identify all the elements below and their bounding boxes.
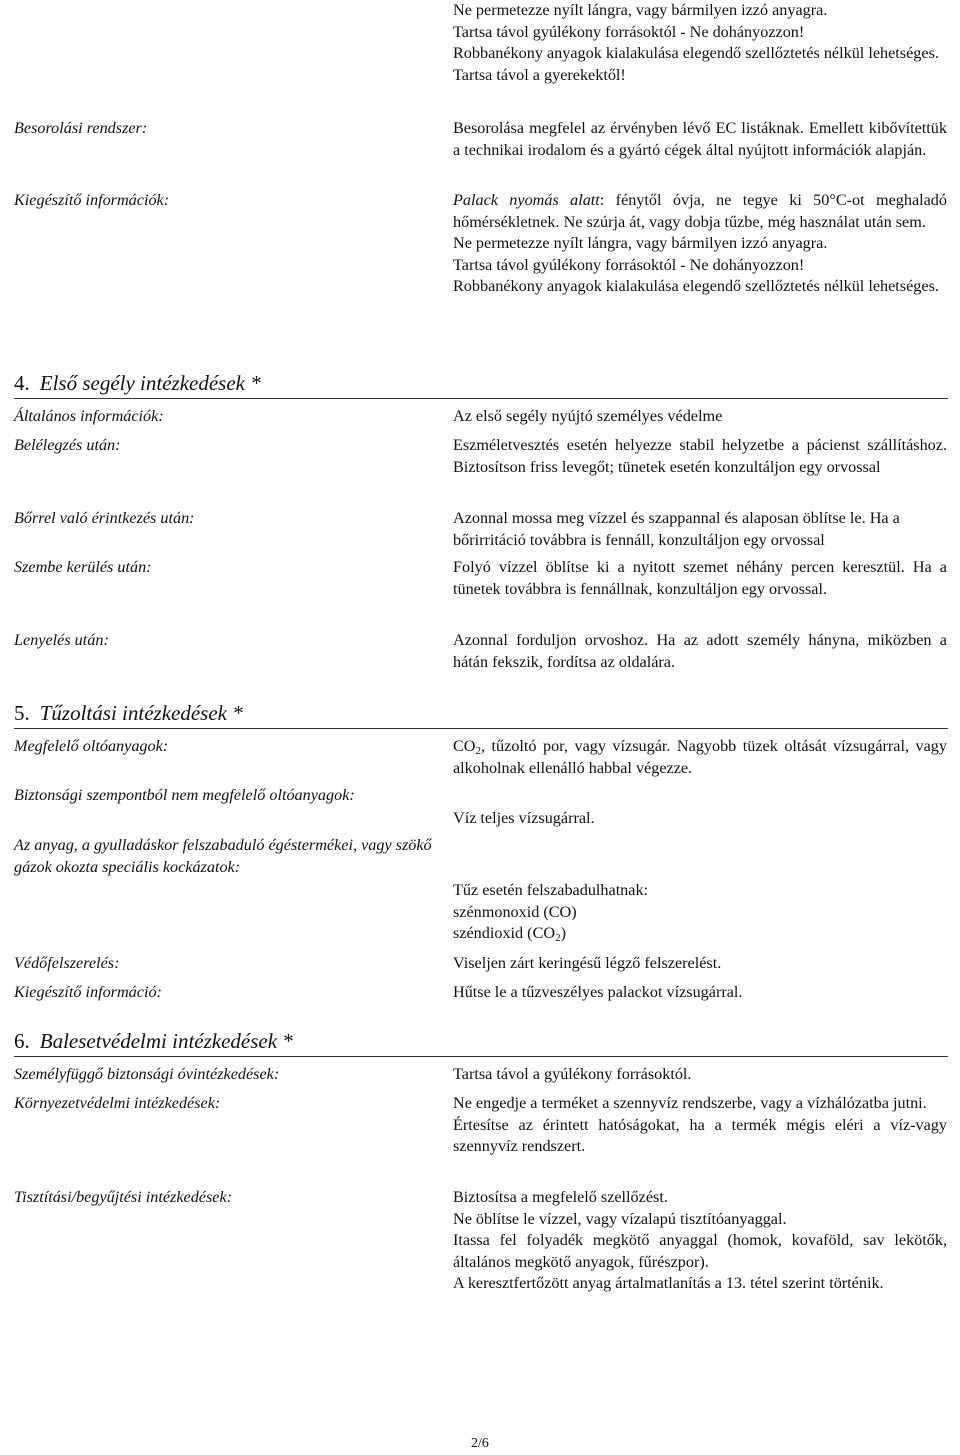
carryover-line: Robbanékony anyagok kialakulása elegendő szellőztetés nélkül lehetséges. xyxy=(453,44,939,63)
environmental-text: Értesítse az érintett hatóságokat, ha a termék mégis eléri a víz-vagy szennyvíz rendszert. xyxy=(453,1115,947,1156)
first-aid-inhalation-text: Eszméletvesztés esetén helyezze stabil helyzetbe a pácienst szállításhoz. Biztosítson friss levegőt; tünetek esetén konzultáljon egy orvossal xyxy=(453,436,947,476)
first-aid-ingestion-label: Lenyelés után: xyxy=(14,631,109,649)
protective-equipment-text: Viseljen zárt keringésű légző felszerelést. xyxy=(453,954,722,972)
extinguishing-media-label: Megfelelő oltóanyagok: xyxy=(14,737,169,755)
section-6-heading xyxy=(14,1028,948,1057)
section-number: 6. xyxy=(14,1029,30,1053)
carryover-block xyxy=(453,0,947,86)
first-aid-general-text: Az első segély nyújtó személyes védelme xyxy=(453,407,723,425)
carryover-line: Tartsa távol gyúlékony forrásoktól - Ne dohányozzon! xyxy=(453,22,805,41)
cleanup-block xyxy=(453,1187,947,1295)
subscript: 2 xyxy=(475,745,481,757)
extra-info-line: Tartsa távol gyúlékony forrásoktól - Ne dohányozzon! xyxy=(453,255,805,274)
first-aid-inhalation-label: Belélegzés után: xyxy=(14,436,121,454)
extra-info-line: Ne permetezze nyílt lángra, vagy bármilyen izzó anyagra. xyxy=(453,234,828,253)
carryover-line: Ne permetezze nyílt lángra, vagy bármilyen izzó anyagra. xyxy=(453,1,828,19)
personal-precautions-label: Személyfüggő biztonsági óvintézkedések: xyxy=(14,1065,280,1083)
environmental-block xyxy=(453,1093,947,1158)
additional-info-label: Kiegészítő információ: xyxy=(14,983,162,1001)
section-4-heading xyxy=(14,370,948,399)
section-title: Balesetvédelmi intézkedések * xyxy=(39,1029,293,1053)
section-title: Első segély intézkedések * xyxy=(39,371,261,395)
carryover-line: Tartsa távol a gyerekektől! xyxy=(453,65,626,84)
cleanup-line: Itassa fel folyadék megkötő anyaggal (homok, kovaföld, sav lekötők, általános megkötő anyagok, fűrészpor). xyxy=(453,1231,947,1271)
hazards-item-pre: széndioxid (CO xyxy=(453,924,556,943)
hazards-intro: Tűz esetén felszabadulhatnak: xyxy=(453,881,649,899)
first-aid-skin-text: Azonnal mossa meg vízzel és szappannal és alaposan öblítse le. Ha a bőrirritáció továbbra is fennáll, konzultáljon egy orvossal xyxy=(453,509,900,549)
unsuitable-media-text: Víz teljes vízsugárral. xyxy=(453,809,595,827)
co-text: CO xyxy=(453,737,476,755)
extra-info-block xyxy=(453,190,947,298)
classification-label: Besorolási rendszer: xyxy=(14,119,148,137)
special-hazards-block xyxy=(453,880,947,945)
environmental-text: Ne engedje a terméket a szennyvíz rendszerbe, vagy a vízhálózatba jutni. xyxy=(453,1094,927,1112)
extra-info-italic: Palack nyomás alatt xyxy=(453,191,600,209)
section-number: 5. xyxy=(14,701,30,725)
additional-info-text: Hűtse le a tűzveszélyes palackot vízsugárral. xyxy=(453,983,743,1001)
hazards-item-post: ) xyxy=(560,924,566,943)
unsuitable-media-label: Biztonsági szempontból nem megfelelő oltóanyagok: xyxy=(14,786,355,804)
first-aid-general-label: Általános információk: xyxy=(14,407,164,425)
personal-precautions-text: Tartsa távol a gyúlékony forrásoktól. xyxy=(453,1065,692,1083)
classification-text: Besorolása megfelel az érvényben lévő EC listáknak. Emellett kibővítettük a technikai irodalom és a gyártó cégek által nyújtott információk alapján. xyxy=(453,119,947,159)
cleanup-line: Ne öblítse le vízzel, vagy vízalapú tisztítóanyaggal. xyxy=(453,1209,787,1228)
subscript: 2 xyxy=(555,932,561,945)
first-aid-eye-text: Folyó vízzel öblítse ki a nyitott szemet néhány percen keresztül. Ha a tünetek továbbra is fennállnak, konzultáljon egy orvossal. xyxy=(453,558,947,598)
cleanup-line: A keresztfertőzött anyag ártalmatlanítás a 13. tétel szerint történik. xyxy=(453,1274,884,1293)
extinguishing-media-text xyxy=(453,736,947,779)
media-rest-text: , tűzoltó por, vagy vízsugár. Nagyobb tüzek oltását vízsugárral, vagy alkoholnak ellenálló habbal végezze. xyxy=(453,737,947,777)
first-aid-ingestion-text: Azonnal forduljon orvoshoz. Ha az adott személy hányna, miközben a hátán fekszik, fordítsa az oldalára. xyxy=(453,631,947,671)
cleanup-label: Tisztítási/begyűjtési intézkedések: xyxy=(14,1188,233,1206)
cleanup-line: Biztosítsa a megfelelő szellőzést. xyxy=(453,1188,668,1206)
section-title: Tűzoltási intézkedések * xyxy=(39,701,243,725)
extra-info-label: Kiegészítő információk: xyxy=(14,191,170,209)
environmental-label: Környezetvédelmi intézkedések: xyxy=(14,1094,221,1112)
first-aid-skin-label: Bőrrel való érintkezés után: xyxy=(14,509,195,527)
section-number: 4. xyxy=(14,371,30,395)
page-number: 2/6 xyxy=(471,1436,489,1451)
special-hazards-label: Az anyag, a gyulladáskor felszabaduló égéstermékei, vagy szökő gázok okozta speciális kockázatok: xyxy=(14,836,432,876)
hazards-item xyxy=(453,923,947,945)
hazards-item: szénmonoxid (CO) xyxy=(453,902,577,921)
first-aid-eye-label: Szembe kerülés után: xyxy=(14,558,152,576)
section-5-heading xyxy=(14,700,948,729)
extra-info-line: Robbanékony anyagok kialakulása elegendő szellőztetés nélkül lehetséges. xyxy=(453,277,939,296)
protective-equipment-label: Védőfelszerelés: xyxy=(14,954,120,972)
extra-info-text: : fénytől óvja, ne tegye ki 50°C-ot meghaladó hőmérsékletnek. Ne szúrja át, vagy dobja tűzbe, még használat után sem. xyxy=(453,191,947,231)
extra-info-paragraph xyxy=(453,190,947,233)
